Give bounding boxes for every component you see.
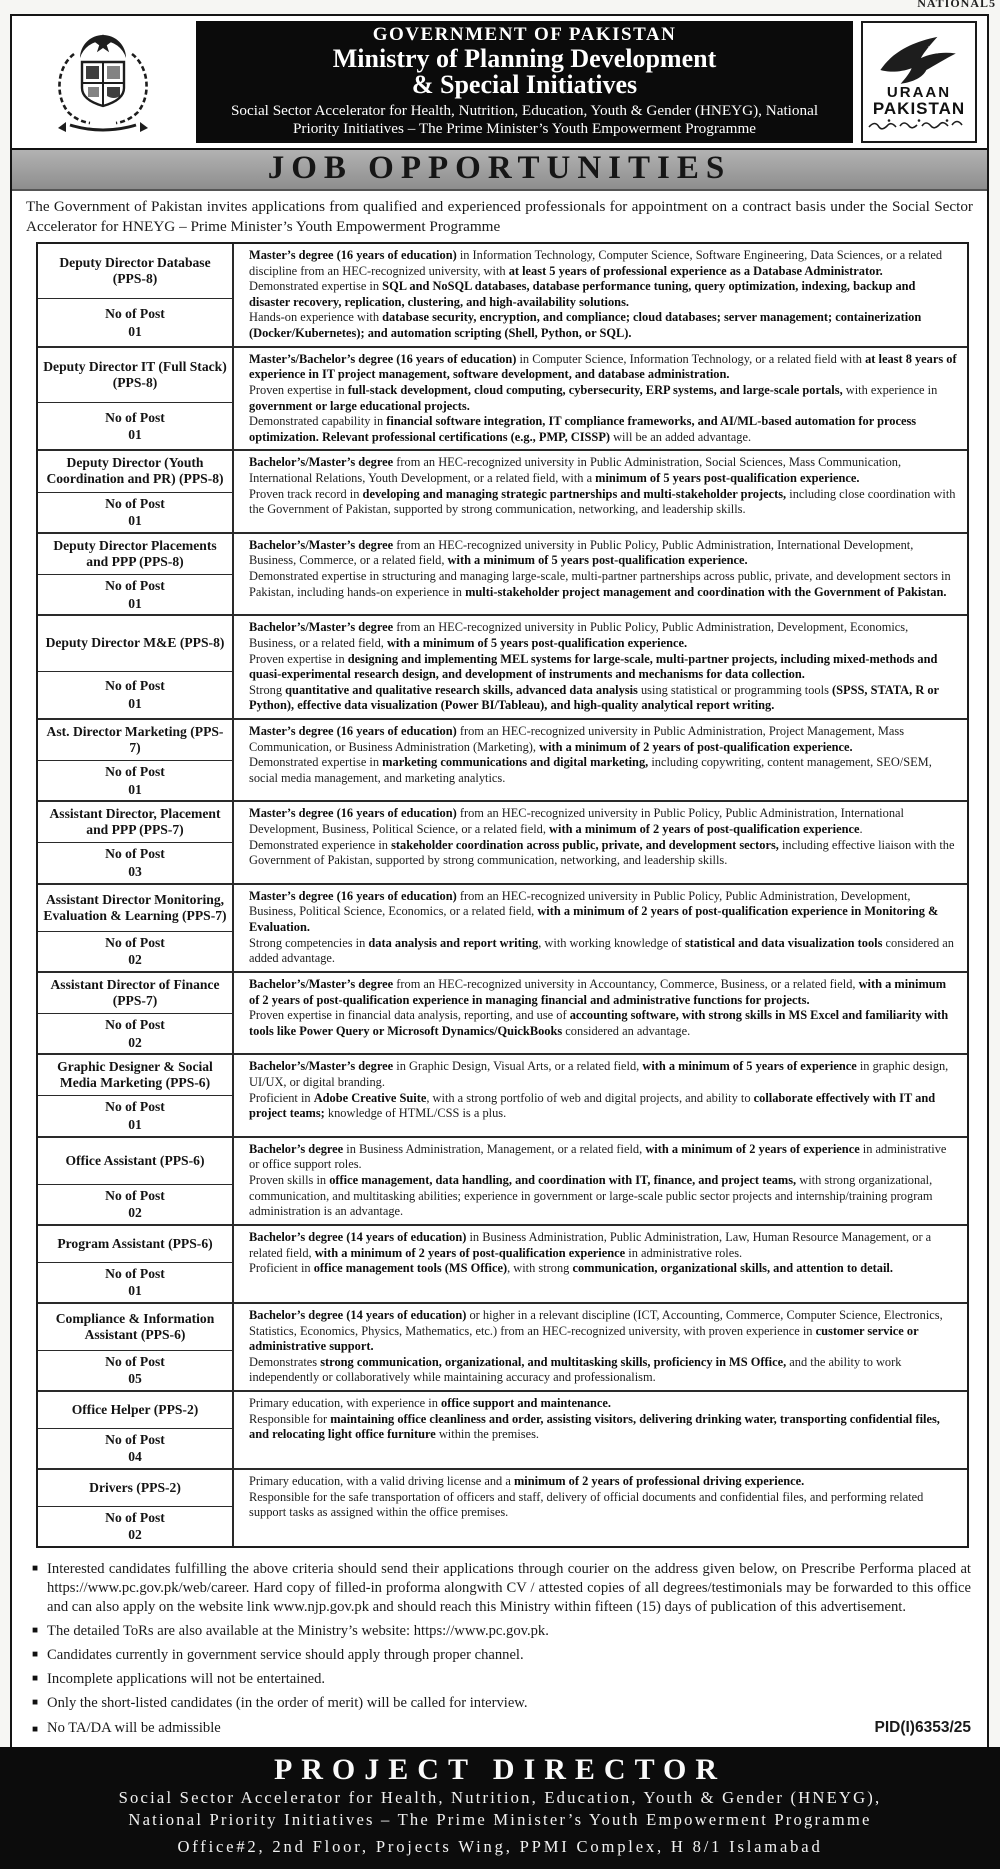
note-item <box>32 1718 971 1738</box>
no-of-post-label: No of Post <box>105 1017 165 1032</box>
job-row <box>38 614 967 718</box>
post-count <box>38 842 232 882</box>
job-row <box>38 1468 967 1546</box>
bullet-square-icon: ■ <box>32 1648 39 1660</box>
ministry-title-line2: & Special Initiatives <box>411 70 638 100</box>
no-of-post-label: No of Post <box>105 764 165 780</box>
newspaper-section-tag: NATIONAL5 <box>917 0 996 10</box>
job-row-left <box>38 973 234 1053</box>
post-requirements <box>234 451 967 531</box>
uraan-pakistan-logo <box>861 21 977 143</box>
ministry-title-line1: Ministry of Planning Development <box>332 43 717 73</box>
post-title: Deputy Director Placements and PPP (PPS-8) <box>53 537 217 569</box>
post-count <box>38 1350 232 1390</box>
job-row-left <box>38 885 234 971</box>
post-count-value: 01 <box>128 513 142 529</box>
requirement-paragraph: Proven expertise in financial data analysis, reporting, and use of accounting software, with strong skills in MS Excel and familiarity with tools like Power Query or Microsoft Dynamics/QuickBooks considered an advantage. <box>249 1008 949 1038</box>
post-count-value: 01 <box>128 1117 142 1133</box>
no-of-post-label: No of Post <box>105 305 165 321</box>
requirement-paragraph: Primary education, with a valid driving license and a minimum of 2 years of professional driving experience. <box>249 1474 805 1488</box>
post-count <box>38 931 232 971</box>
post-title: Drivers (PPS-2) <box>89 1479 181 1495</box>
post-count-value: 01 <box>128 323 142 339</box>
job-row <box>38 1053 967 1135</box>
job-row <box>38 1224 967 1302</box>
job-row-left <box>38 1226 234 1302</box>
post-count-value: 02 <box>128 1527 142 1543</box>
post-title: Assistant Director Monitoring, Evaluation & Learning (PPS-7) <box>43 891 227 923</box>
header <box>12 16 987 148</box>
job-row-left <box>38 1304 234 1390</box>
notes-section <box>12 1554 987 1747</box>
no-of-post-label: No of Post <box>105 1187 165 1203</box>
requirement-paragraph: Bachelor’s/Master’s degree from an HEC-recognized university in Public Administration, Social Sciences, Mass Communication, International Relations, Youth Development, or a related field, with a minimum of 5 years post-qualification experience. <box>249 455 902 486</box>
job-row-left <box>38 451 234 531</box>
requirement-paragraph: Bachelor’s/Master’s degree from an HEC-recognized university in Public Policy, Public Administration, International Development, Business, Commerce, or a related field, with a minimum of 5 years post-qualification experience. <box>249 537 914 568</box>
footer-title: PROJECT DIRECTOR <box>273 1752 727 1786</box>
programme-subtitle: Social Sector Accelerator for Health, Nutrition, Education, Youth & Gender (HNEYG), National Priority Initiatives – The Prime Minister’s Youth Empowerment Programme <box>230 101 819 137</box>
no-of-post-label: No of Post <box>105 409 165 425</box>
ministry-banner <box>196 21 853 143</box>
requirement-paragraph: Bachelor’s/Master’s degree in Graphic Design, Visual Arts, or a related field, with a minimum of 5 years of experience in graphic design, UI/UX, or digital branding. <box>249 1059 949 1089</box>
requirement-paragraph: Bachelor’s degree in Business Administration, Management, or a related field, with a minimum of 2 years of experience in administrative or office support roles. <box>249 1141 947 1172</box>
footer-line-1: Social Sector Accelerator for Health, Nutrition, Education, Youth & Gender (HNEYG), <box>118 1788 882 1808</box>
post-requirements <box>234 1055 967 1135</box>
requirement-paragraph: Master’s degree (16 years of education) from an HEC-recognized university in Public Policy, Public Administration, International Development, Business, Political Science, or a related field, with a minimum of 2 years of post-qualification experience. <box>249 806 904 837</box>
post-count <box>38 1428 232 1468</box>
post-count-value: 04 <box>128 1449 142 1465</box>
post-requirements <box>234 720 967 800</box>
no-of-post-label: No of Post <box>105 678 165 694</box>
note-item <box>32 1670 971 1689</box>
post-title: Deputy Director IT (Full Stack) (PPS-8) <box>43 358 227 390</box>
no-of-post-label: No of Post <box>105 1265 165 1281</box>
requirement-paragraph: Proficient in Adobe Creative Suite, with a strong portfolio of web and digital projects, and ability to collaborate effectively with IT and project teams; knowledge of HTML/CSS is a plus. <box>249 1090 936 1121</box>
note-item <box>32 1646 971 1665</box>
post-count <box>38 671 232 718</box>
no-of-post-label: No of Post <box>105 846 165 862</box>
bullet-square-icon: ■ <box>32 1563 39 1574</box>
uraan-bird-icon <box>873 33 965 85</box>
requirement-paragraph: Strong quantitative and qualitative research skills, advanced data analysis using statistical or programming tools (SPSS, STATA, R or Python), effective data visualization (Power BI/Tableau), and high-quality analytical report writing. <box>249 682 939 713</box>
job-opportunities-banner: JOB OPPORTUNITIES <box>12 148 987 191</box>
job-row-left <box>38 1138 234 1224</box>
post-count-value: 01 <box>128 695 142 711</box>
requirement-paragraph: Master’s degree (16 years of education) from an HEC-recognized university in Public Policy, Public Administration, Development, Business, Political Science, Economics, or a related field, with a minimum of 2 years of post-qualification experience in Monitoring & Evaluation. <box>249 888 939 935</box>
post-count-value: 02 <box>128 1034 142 1050</box>
urdu-tagline-icon <box>867 118 971 132</box>
requirement-paragraph: Bachelor’s degree (14 years of education) in Business Administration, Public Administration, Law, Human Resource Management, or a related field, with a minimum of 2 years of post-qualification experience in administrative roles. <box>249 1229 932 1260</box>
requirement-paragraph: Bachelor’s/Master’s degree from an HEC-recognized university in Public Policy, Public Administration, Development, Economics, Business, or a related field, with a minimum of 5 years post-qualification experience. <box>249 620 909 650</box>
post-count <box>38 298 232 345</box>
job-row-left <box>38 244 234 346</box>
post-requirements <box>234 1470 967 1546</box>
post-count <box>38 760 232 800</box>
requirement-paragraph: Responsible for the safe transportation of officers and staff, delivery of official documents and confidential files, and performing related support tasks as assigned within the office premises. <box>249 1489 924 1520</box>
post-title: Deputy Director Database (PPS-8) <box>59 255 211 287</box>
post-count-value: 01 <box>128 1283 142 1299</box>
requirement-paragraph: Master’s/Bachelor’s degree (16 years of education) in Computer Science, Information Technology, or a related field with at least 8 years of experience in IT project management, software development, and database administration. <box>249 351 957 382</box>
post-count <box>38 574 232 614</box>
requirement-paragraph: Master’s degree (16 years of education) from an HEC-recognized university in Public Administration, Project Management, Mass Communication, or Business Administration (Marketing), with a minimum of 2 years of post-qualification experience. <box>249 724 905 754</box>
job-row <box>38 971 967 1053</box>
note-item <box>32 1622 971 1641</box>
requirement-paragraph: Primary education, with experience in office support and maintenance. <box>249 1396 612 1410</box>
post-count-value: 02 <box>128 1205 142 1221</box>
bullet-square-icon: ■ <box>32 1696 39 1708</box>
logo-word-uraan: URAAN <box>886 83 952 101</box>
note-item <box>32 1694 971 1713</box>
post-requirements <box>234 1226 967 1302</box>
no-of-post-label: No of Post <box>105 1099 165 1115</box>
note-text: Only the short-listed candidates (in the order of merit) will be called for interview. <box>47 1694 528 1711</box>
footer-line-2: National Priority Initiatives – The Prime Minister’s Youth Empowerment Programme <box>128 1809 872 1829</box>
bullet-square-icon: ■ <box>32 1723 39 1735</box>
job-row <box>38 1302 967 1390</box>
post-requirements <box>234 1304 967 1390</box>
post-requirements <box>234 348 967 450</box>
post-title: Compliance & Information Assistant (PPS-6) <box>55 1310 215 1342</box>
job-row <box>38 1136 967 1224</box>
post-requirements <box>234 973 967 1053</box>
jobs-table <box>36 242 969 1548</box>
intro-paragraph: The Government of Pakistan invites applications from qualified and experienced professionals for appointment on a contract basis under the Social Sector Accelerator for HNEYG – Prime Minister’s Youth Empowerment Programme <box>26 197 973 235</box>
post-requirements <box>234 802 967 882</box>
post-count <box>38 402 232 449</box>
job-row <box>38 449 967 531</box>
note-item <box>32 1560 971 1617</box>
post-count-value: 05 <box>128 1371 142 1387</box>
job-row-left <box>38 348 234 450</box>
requirement-paragraph: Demonstrates strong communication, organizational, and multitasking skills, proficiency in MS Office, and the ability to work independently or collaboratively while maintaining accuracy and professionalism. <box>249 1354 902 1385</box>
job-row-left <box>38 534 234 614</box>
requirement-paragraph: Hands-on experience with database security, encryption, and compliance; cloud databases; server management; containerization (Docker/Kubernetes); and automation scripting (Shell, Python, or SQL). <box>249 310 922 341</box>
bullet-square-icon: ■ <box>32 1624 39 1636</box>
requirement-paragraph: Demonstrated experience in stakeholder coordination across public, private, and development sectors, including effective liaison with the Government of Pakistan, supported by strong communication, networking, and leadership skills. <box>249 837 955 868</box>
note-text: Candidates currently in government service should apply through proper channel. <box>47 1646 524 1663</box>
note-text: Incomplete applications will not be entertained. <box>47 1670 326 1687</box>
post-title: Assistant Director, Placement and PPP (PPS-7) <box>49 806 221 838</box>
requirement-paragraph: Proven skills in office management, data handling, and coordination with IT, finance, and project teams, with strong organizational, communication, and multitasking abilities; experience in government or large-scale public sector projects and internship/training program administration is an advantage. <box>249 1173 933 1219</box>
requirement-paragraph: Demonstrated capability in financial software integration, IT compliance frameworks, and AI/ML-based automation for process optimization. Relevant professional certifications (e.g., PMP, CISSP) will be an added advantage. <box>249 414 917 444</box>
pakistan-emblem-icon <box>18 21 188 143</box>
job-row <box>38 718 967 800</box>
requirement-paragraph: Proficient in office management tools (MS Office), with strong communication, organizational skills, and attention to detail. <box>249 1261 893 1276</box>
post-count-value: 03 <box>128 864 142 880</box>
requirement-paragraph: Strong competencies in data analysis and report writing, with working knowledge of statistical and data visualization tools considered an added advantage. <box>249 935 954 966</box>
requirement-paragraph: Bachelor’s/Master’s degree from an HEC-recognized university in Accountancy, Commerce, Business, or a related field, with a minimum of 2 years of post-qualification experience in managing financial and administrative functions for projects. <box>249 976 947 1007</box>
job-row <box>38 1390 967 1468</box>
job-row <box>38 883 967 971</box>
post-count-value: 01 <box>128 781 142 797</box>
post-count-value: 01 <box>128 427 142 443</box>
post-title: Graphic Designer & Social Media Marketing (PPS-6) <box>57 1059 213 1091</box>
job-row <box>38 244 967 346</box>
post-count <box>38 1506 232 1546</box>
no-of-post-label: No of Post <box>105 1431 165 1447</box>
post-title: Ast. Director Marketing (PPS-7) <box>46 724 224 756</box>
job-row-left <box>38 802 234 882</box>
requirement-paragraph: Responsible for maintaining office cleanliness and order, assisting visitors, delivering drinking water, transporting confidential files, and relocating light office furniture within the premises. <box>249 1411 940 1442</box>
post-requirements <box>234 1392 967 1468</box>
job-row-left <box>38 616 234 718</box>
no-of-post-label: No of Post <box>105 577 165 593</box>
footer <box>0 1747 1000 1869</box>
post-title: Deputy Director (Youth Coordination and PR) (PPS-8) <box>46 455 224 487</box>
bullet-square-icon: ■ <box>32 1672 39 1684</box>
requirement-paragraph: Proven track record in developing and managing strategic partnerships and multi-stakeholder projects, including close coordination with the Government of Pakistan, supported by strong communication, networking, and leadership skills. <box>249 486 956 517</box>
government-title: GOVERNMENT OF PAKISTAN <box>372 24 677 45</box>
post-count-value: 01 <box>128 595 142 611</box>
post-count <box>38 492 232 532</box>
post-count <box>38 1095 232 1135</box>
note-text: Interested candidates fulfilling the above criteria should send their applications through courier on the address given below, on Prescribe Performa placed at https://www.pc.gov.pk/web/career. Hard copy of filled-in proforma alongwith CV / attested copies of all degrees/testimonials may be forwarded to this office and can also apply on the website link www.njp.gov.pk and should reach this Ministry within fifteen (15) days of publication of this advertisement. <box>47 1561 971 1615</box>
requirement-paragraph: Demonstrated expertise in SQL and NoSQL databases, database performance tuning, query optimization, indexing, backup and disaster recovery, replication, clustering, and high-availability solutions. <box>249 279 916 309</box>
post-title: Program Assistant (PPS-6) <box>57 1235 213 1251</box>
post-requirements <box>234 534 967 614</box>
requirement-paragraph: Demonstrated expertise in marketing communications and digital marketing, including copywriting, content management, SEO/SEM, social media management, and marketing analytics. <box>249 755 932 785</box>
requirement-paragraph: Proven expertise in designing and implementing MEL systems for large-scale, multi-partner projects, including mixed-methods and quasi-experimental research design, and development of instruments and mechanisms for data collection. <box>249 651 938 682</box>
note-text: No TA/DA will be admissible <box>47 1719 221 1736</box>
requirement-paragraph: Bachelor’s degree (14 years of education) or higher in a relevant discipline (ICT, Accounting, Commerce, Computer Science, Electronics, Statistics, Economics, Physics, Mathematics, etc.) from an HEC-recognized university, with proven experience in customer service or administrative support. <box>249 1307 943 1354</box>
job-row <box>38 346 967 450</box>
job-row-left <box>38 1470 234 1546</box>
pid-number: PID(I)6353/25 <box>874 1718 971 1736</box>
post-requirements <box>234 885 967 971</box>
post-title: Assistant Director of Finance (PPS-7) <box>50 976 220 1008</box>
advertisement-frame <box>10 14 989 1747</box>
post-count <box>38 1013 232 1053</box>
no-of-post-label: No of Post <box>105 934 165 950</box>
logo-word-pakistan: PAKISTAN <box>872 98 966 118</box>
job-row-left <box>38 1055 234 1135</box>
post-requirements <box>234 1138 967 1224</box>
requirement-paragraph: Demonstrated expertise in structuring and managing large-scale, multi-partner partnerships across public, private, and development sectors in Pakistan, including hands-on experience in multi-stakeholder project management and coordination with the Government of Pakistan. <box>249 569 951 599</box>
job-row <box>38 532 967 614</box>
post-title: Office Assistant (PPS-6) <box>65 1152 205 1168</box>
no-of-post-label: No of Post <box>105 1353 165 1369</box>
post-count <box>38 1262 232 1302</box>
post-requirements <box>234 244 967 346</box>
requirement-paragraph: Master’s degree (16 years of education) in Information Technology, Computer Science, Software Engineering, Data Sciences, or a related discipline from an HEC-recognized university, with at least 5 years of professional experience as a Database Administrator. <box>249 247 943 278</box>
job-row-left <box>38 720 234 800</box>
post-count-value: 02 <box>128 952 142 968</box>
no-of-post-label: No of Post <box>105 495 165 511</box>
job-row-left <box>38 1392 234 1468</box>
post-requirements <box>234 616 967 718</box>
job-row <box>38 800 967 882</box>
post-title: Deputy Director M&E (PPS-8) <box>45 635 225 651</box>
footer-address: Office#2, 2nd Floor, Projects Wing, PPMI Complex, H 8/1 Islamabad <box>177 1836 823 1856</box>
no-of-post-label: No of Post <box>105 1509 165 1525</box>
note-text: The detailed ToRs are also available at the Ministry’s website: https://www.pc.gov.pk. <box>47 1622 549 1639</box>
post-count <box>38 1184 232 1224</box>
requirement-paragraph: Proven expertise in full-stack development, cloud computing, cybersecurity, ERP systems, and large-scale portals, with experience in government or large educational projects. <box>249 382 938 413</box>
post-title: Office Helper (PPS-2) <box>71 1401 199 1417</box>
